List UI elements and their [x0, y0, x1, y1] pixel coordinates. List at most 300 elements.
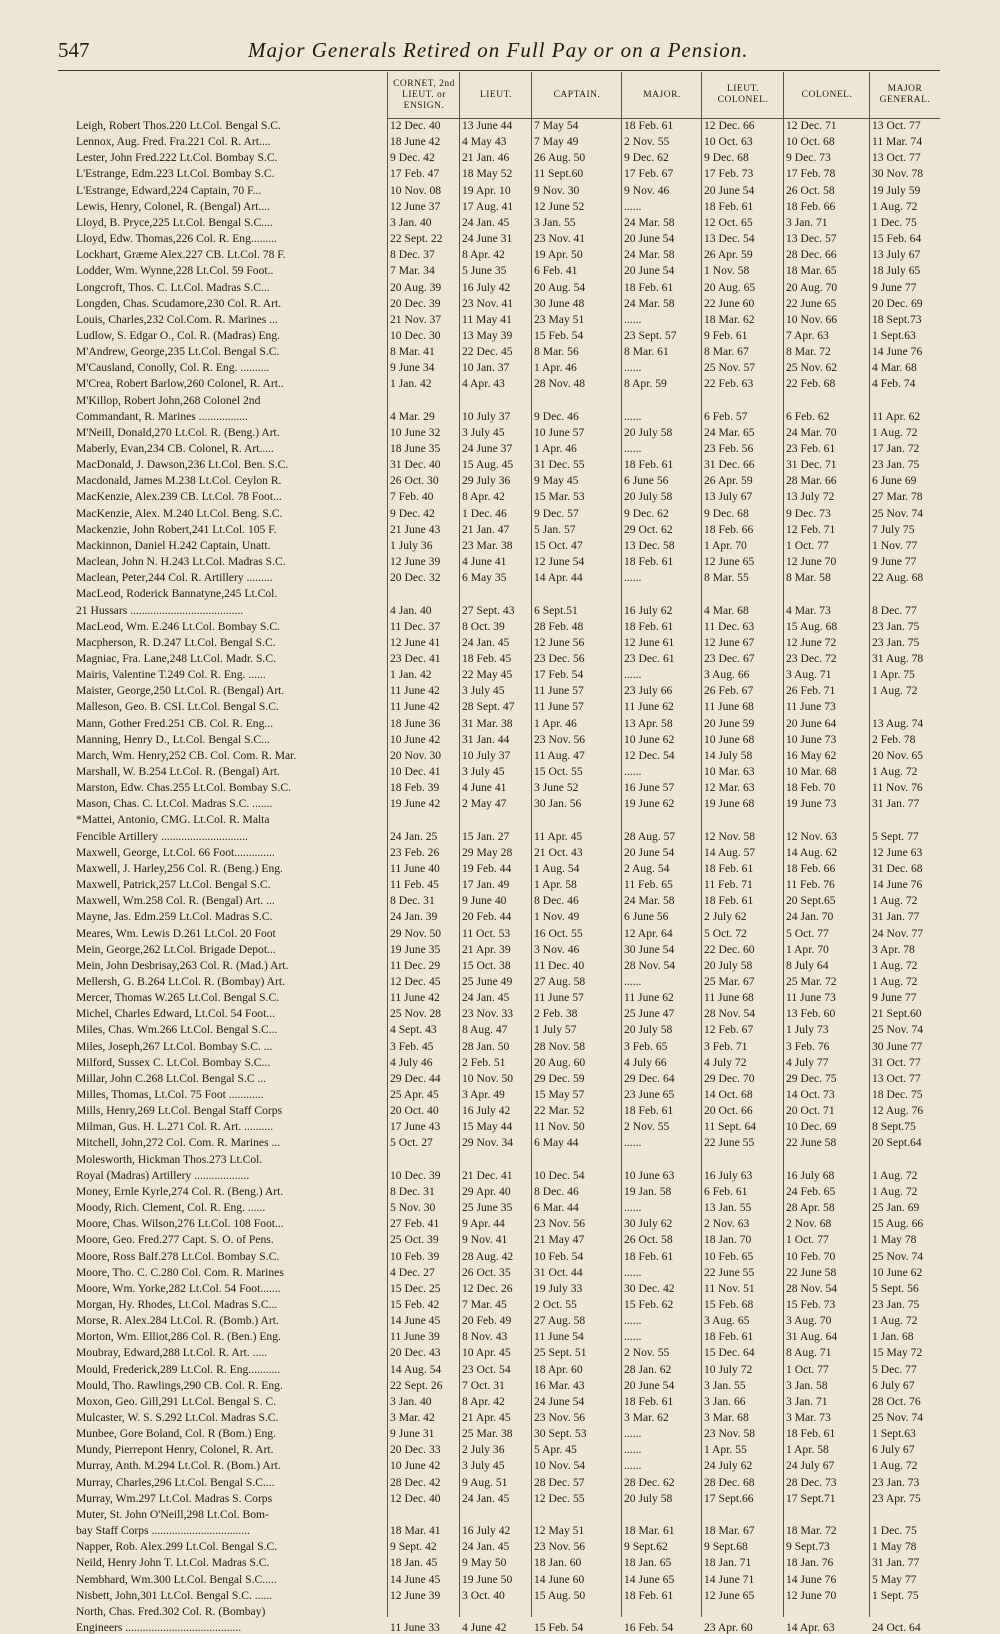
date-major-general: 27 Mar. 78	[872, 491, 923, 504]
date-lieut-colonel: 2 July 62	[704, 911, 747, 924]
table-row	[0, 1606, 1000, 1619]
date-lieut: 16 July 42	[462, 1525, 511, 1538]
date-major-general: 31 Jan. 77	[872, 911, 920, 924]
date-major: 18 Feb. 61	[624, 1589, 674, 1602]
table-row	[0, 362, 1000, 375]
date-major-general: 9 June 77	[872, 281, 917, 294]
date-captain: 9 Dec. 57	[534, 507, 579, 520]
date-ensign: 9 June 34	[390, 362, 435, 375]
table-row	[0, 1073, 1000, 1086]
date-lieut: 4 June 42	[462, 1621, 507, 1634]
date-major: ......	[624, 362, 642, 375]
date-captain: 12 May 51	[534, 1525, 585, 1538]
date-captain: 23 Nov. 56	[534, 1218, 586, 1231]
date-colonel: 18 Feb. 70	[786, 782, 836, 795]
date-major: ......	[624, 766, 642, 778]
date-major-general: 8 Sept.75	[872, 1121, 916, 1134]
table-row	[0, 282, 1000, 295]
date-major: 9 Dec. 62	[624, 152, 669, 165]
officer-name: Marston, Edw. Chas.255 Lt.Col. Bombay S.C.	[76, 782, 292, 795]
date-colonel: 18 Feb. 66	[786, 862, 836, 875]
date-lieut: 17 Jan. 49	[462, 879, 510, 892]
date-colonel: 12 June 70	[786, 556, 837, 569]
date-colonel: 3 Jan. 58	[786, 1379, 828, 1392]
officer-name: M'Causland, Conolly, Col. R. Eng. ..........	[76, 362, 270, 375]
date-lieut: 13 May 39	[462, 329, 513, 342]
date-major: ......	[624, 410, 642, 423]
date-colonel: 8 Mar. 72	[786, 346, 831, 359]
officer-name: M'Killop, Robert John,268 Colonel 2nd	[76, 394, 261, 407]
date-lieut-colonel: 12 Dec. 66	[704, 120, 755, 132]
date-lieut-colonel: 26 Apr. 59	[704, 249, 753, 262]
date-colonel: 1 Oct. 77	[786, 1234, 829, 1247]
date-major: 18 Feb. 61	[624, 459, 674, 472]
date-major-general: 6 July 67	[872, 1444, 915, 1457]
date-major: 15 Feb. 62	[624, 1298, 674, 1311]
date-captain: 12 June 52	[534, 200, 585, 213]
date-lieut: 15 Aug. 45	[462, 459, 514, 472]
officer-name: Michel, Charles Edward, Lt.Col. 54 Foot...	[76, 1008, 276, 1021]
date-captain: 19 July 33	[534, 1282, 583, 1295]
table-row	[0, 1509, 1000, 1522]
date-major: 14 June 65	[624, 1573, 675, 1586]
date-lieut: 9 Aug. 51	[462, 1476, 508, 1489]
officer-name: Moxon, Geo. Gill,291 Lt.Col. Bengal S. C.	[76, 1395, 276, 1408]
header-rule	[58, 70, 940, 71]
date-captain: 23 Nov. 56	[534, 1412, 586, 1424]
table-row	[0, 491, 1000, 504]
table-row	[0, 572, 1000, 585]
date-major: 28 Aug. 57	[624, 830, 676, 843]
table-row	[0, 1024, 1000, 1037]
date-major: 10 June 63	[624, 1169, 675, 1182]
date-major-general: 25 Nov. 74	[872, 507, 924, 520]
date-colonel: 12 June 70	[786, 1589, 837, 1602]
table-row	[0, 136, 1000, 149]
date-major: 20 June 54	[624, 846, 675, 859]
date-colonel: 1 Apr. 70	[786, 943, 829, 956]
table-row	[0, 152, 1000, 165]
date-lieut-colonel: 4 Mar. 68	[704, 604, 749, 617]
date-lieut: 25 Mar. 38	[462, 1428, 513, 1441]
date-lieut: 8 Nov. 43	[462, 1331, 508, 1344]
table-row	[0, 1557, 1000, 1570]
date-lieut: 19 Apr. 10	[462, 184, 511, 197]
date-lieut: 16 July 42	[462, 281, 511, 294]
officer-name: Morgan, Hy. Rhodes, Lt.Col. Madras S.C...	[76, 1298, 278, 1311]
date-major: 19 Jan. 58	[624, 1185, 672, 1198]
date-major-general: 1 Sept. 75	[872, 1589, 919, 1602]
date-ensign: 22 Sept. 26	[390, 1379, 443, 1392]
officer-name: Molesworth, Hickman Thos.273 Lt.Col.	[76, 1153, 263, 1166]
date-colonel: 25 Nov. 62	[786, 362, 838, 375]
date-lieut: 28 Aug. 42	[462, 1250, 514, 1263]
date-lieut: 26 Oct. 35	[462, 1266, 511, 1279]
date-lieut: 24 Jan. 45	[462, 636, 510, 649]
date-major-general: 25 Jan. 69	[872, 1202, 920, 1215]
date-captain: 11 June 54	[534, 1331, 584, 1344]
date-lieut-colonel: 9 Dec. 68	[704, 507, 749, 520]
date-captain: 21 May 47	[534, 1234, 585, 1247]
date-lieut: 20 Feb. 49	[462, 1315, 512, 1328]
date-ensign: 10 Nov. 08	[390, 184, 442, 197]
date-major-general: 13 July 67	[872, 249, 921, 262]
date-major-general: 31 Dec. 68	[872, 862, 923, 875]
column-header-captain: CAPTAIN.	[553, 89, 601, 100]
date-colonel: 20 Oct. 71	[786, 1105, 835, 1118]
date-lieut-colonel: 14 Aug. 57	[704, 846, 756, 859]
date-lieut-colonel: 14 July 58	[704, 749, 753, 762]
officer-name: Milles, Thomas, Lt.Col. 75 Foot ............	[76, 1089, 264, 1101]
date-colonel: 14 June 76	[786, 1573, 837, 1586]
date-captain: 23 Nov. 56	[534, 1541, 586, 1554]
officer-name: Lockhart, Græme Alex.227 CB. Lt.Col. 78 F.	[76, 249, 286, 262]
table-row	[0, 1331, 1000, 1344]
date-major-general: 1 Aug. 72	[872, 766, 918, 778]
date-colonel: 31 Aug. 64	[786, 1331, 838, 1344]
date-colonel: 11 Feb. 76	[786, 879, 835, 892]
date-captain: 3 Jan. 55	[534, 216, 576, 229]
officer-name: Neild, Henry John T. Lt.Col. Madras S.C.	[76, 1557, 270, 1570]
date-ensign: 20 Dec. 39	[390, 297, 441, 310]
date-captain: 1 Apr. 46	[534, 362, 577, 375]
date-major: 10 June 62	[624, 733, 675, 746]
date-major-general: 1 Aug. 72	[872, 200, 918, 213]
date-lieut-colonel: 28 Nov. 54	[704, 1008, 756, 1021]
table-row	[0, 233, 1000, 246]
date-lieut: 10 Apr. 45	[462, 1347, 511, 1360]
date-ensign: 26 Oct. 30	[390, 475, 439, 488]
date-lieut-colonel: 20 June 54	[704, 184, 755, 197]
date-major-general: 15 Aug. 66	[872, 1218, 924, 1231]
date-ensign: 20 Nov. 30	[390, 749, 442, 762]
date-lieut-colonel: 3 Jan. 66	[704, 1395, 746, 1408]
date-major: 30 Dec. 42	[624, 1282, 675, 1295]
table-row	[0, 992, 1000, 1005]
date-major-general: 13 Aug. 74	[872, 717, 924, 730]
date-major-general: 9 June 77	[872, 992, 917, 1005]
table-row	[0, 411, 1000, 424]
officer-name: Mundy, Pierrepont Henry, Colonel, R. Art.	[76, 1444, 274, 1457]
officer-name: March, Wm. Henry,252 CB. Col. Com. R. Mar.	[76, 749, 297, 762]
table-row	[0, 120, 1000, 133]
table-row	[0, 201, 1000, 214]
date-lieut: 2 July 36	[462, 1444, 505, 1457]
date-major-general: 18 July 65	[872, 265, 921, 278]
date-ensign: 10 June 32	[390, 426, 441, 439]
date-major-general: 1 Aug. 72	[872, 685, 918, 698]
date-captain: 1 Aug. 54	[534, 862, 580, 875]
date-ensign: 21 June 43	[390, 523, 441, 536]
date-lieut-colonel: 10 July 72	[704, 1363, 753, 1376]
date-lieut: 28 Sept. 47	[462, 701, 515, 714]
date-ensign: 31 Dec. 40	[390, 459, 441, 472]
date-lieut: 29 Apr. 40	[462, 1185, 511, 1198]
officer-name: Mann, Gother Fred.251 CB. Col. R. Eng...	[76, 717, 274, 730]
date-major-general: 1 Aug. 72	[872, 959, 918, 972]
date-lieut-colonel: 11 Nov. 51	[704, 1282, 755, 1295]
date-major: 9 Nov. 46	[624, 184, 670, 197]
date-ensign: 7 Mar. 34	[390, 265, 435, 278]
date-captain: 27 Aug. 58	[534, 975, 586, 988]
date-colonel: 23 Dec. 72	[786, 652, 837, 665]
table-row	[0, 185, 1000, 198]
date-lieut-colonel: 13 Jan. 55	[704, 1202, 752, 1215]
date-major: 12 June 61	[624, 636, 675, 649]
table-row	[0, 1428, 1000, 1441]
date-captain: 5 Jan. 57	[534, 523, 576, 536]
date-lieut: 18 Feb. 45	[462, 652, 512, 665]
date-ensign: 24 Jan. 39	[390, 911, 438, 924]
date-lieut: 10 Nov. 50	[462, 1072, 514, 1085]
date-ensign: 20 Aug. 39	[390, 281, 442, 294]
date-major: 24 Mar. 58	[624, 249, 675, 262]
date-captain: 6 May 44	[534, 1137, 579, 1150]
date-captain: 11 Nov. 50	[534, 1121, 585, 1134]
date-major-general: 23 Jan. 73	[872, 1476, 920, 1489]
date-ensign: 3 Jan. 40	[390, 1395, 432, 1408]
date-colonel: 24 Mar. 70	[786, 426, 837, 439]
date-lieut: 10 July 37	[462, 749, 511, 762]
officer-name: Mairis, Valentine T.249 Col. R. Eng. ......	[76, 669, 266, 682]
date-major: 20 July 58	[624, 491, 673, 504]
date-major-general: 22 Aug. 68	[872, 572, 924, 585]
date-lieut: 23 Oct. 54	[462, 1363, 511, 1376]
date-ensign: 28 Dec. 42	[390, 1476, 441, 1489]
date-colonel: 28 Dec. 66	[786, 249, 837, 262]
date-colonel: 1 Apr. 58	[786, 1444, 829, 1457]
date-colonel: 24 Feb. 65	[786, 1185, 836, 1198]
date-major-general: 1 Jan. 68	[872, 1331, 914, 1344]
date-lieut-colonel: 20 June 59	[704, 717, 755, 730]
date-ensign: 18 Mar. 41	[390, 1525, 441, 1538]
officer-name: Macdonald, James M.238 Lt.Col. Ceylon R.	[76, 475, 282, 488]
date-captain: 12 June 54	[534, 556, 585, 569]
table-row	[0, 831, 1000, 844]
date-lieut: 9 June 40	[462, 895, 507, 908]
date-colonel: 22 June 65	[786, 297, 837, 310]
date-major-general: 13 Oct. 77	[872, 1072, 921, 1085]
date-colonel: 18 Mar. 72	[786, 1525, 837, 1538]
date-captain: 30 Jan. 56	[534, 798, 582, 811]
date-lieut: 22 May 45	[462, 669, 513, 682]
officer-name: Morse, R. Alex.284 Lt.Col. R. (Bomb.) Art.	[76, 1315, 279, 1328]
date-major-general: 23 Apr. 75	[872, 1492, 921, 1505]
date-lieut-colonel: 15 Feb. 68	[704, 1298, 754, 1311]
date-lieut-colonel: 24 July 62	[704, 1460, 753, 1473]
date-captain: 15 Oct. 55	[534, 766, 583, 778]
date-major-general: 25 Nov. 74	[872, 1024, 924, 1037]
table-row	[0, 265, 1000, 278]
officer-name: MacLeod, Wm. E.246 Lt.Col. Bombay S.C.	[76, 620, 280, 633]
table-row	[0, 669, 1000, 682]
date-lieut-colonel: 23 Feb. 56	[704, 443, 754, 455]
date-major: 8 Mar. 61	[624, 346, 669, 359]
date-colonel: 26 Feb. 71	[786, 685, 836, 698]
date-major-general: 2 Feb. 78	[872, 733, 916, 746]
table-row	[0, 863, 1000, 876]
officer-name: Napper, Rob. Alex.299 Lt.Col. Bengal S.C.	[76, 1541, 278, 1554]
date-ensign: 11 June 42	[390, 685, 440, 698]
date-ensign: 11 June 42	[390, 992, 440, 1005]
date-captain: 11 June 57	[534, 992, 584, 1005]
date-major: 30 July 62	[624, 1218, 673, 1231]
date-major: ......	[624, 1460, 642, 1473]
table-row	[0, 540, 1000, 553]
date-colonel: 9 Dec. 73	[786, 152, 831, 165]
date-ensign: 19 June 42	[390, 798, 441, 811]
column-header-lieut-colonel: LIEUT. COLONEL.	[717, 84, 769, 105]
date-lieut-colonel: 1 Apr. 55	[704, 1444, 747, 1457]
date-colonel: 13 July 72	[786, 491, 835, 504]
date-colonel: 1 July 73	[786, 1024, 829, 1037]
date-lieut-colonel: 18 Feb. 66	[704, 523, 754, 536]
date-major-general: 14 June 76	[872, 879, 923, 892]
table-row	[0, 1590, 1000, 1603]
table-row	[0, 1137, 1000, 1150]
date-ensign: 8 Mar. 41	[390, 346, 435, 359]
date-lieut: 31 Jan. 44	[462, 733, 510, 746]
column-header-major: MAJOR.	[643, 89, 681, 100]
date-captain: 3 June 52	[534, 782, 579, 795]
date-major: 18 Feb. 61	[624, 281, 674, 294]
table-row	[0, 1089, 1000, 1102]
date-lieut: 3 Oct. 40	[462, 1589, 505, 1602]
date-major-general: 30 Nov. 78	[872, 168, 924, 181]
date-lieut-colonel: 11 June 68	[704, 992, 754, 1005]
date-lieut: 8 Aug. 47	[462, 1024, 508, 1037]
date-major-general: 8 Dec. 77	[872, 604, 917, 617]
table-row	[0, 814, 1000, 827]
date-major: 28 Jan. 62	[624, 1363, 672, 1376]
date-captain: 17 Feb. 54	[534, 669, 584, 682]
officer-name: M'Crea, Robert Barlow,260 Colonel, R. Art..	[76, 378, 284, 391]
officer-name: Mackinnon, Daniel H.242 Captain, Unatt.	[76, 539, 271, 552]
table-row	[0, 1493, 1000, 1506]
date-colonel: 18 Feb. 61	[786, 1428, 836, 1441]
date-major: 24 Mar. 58	[624, 216, 675, 229]
table-row	[0, 1477, 1000, 1490]
date-lieut-colonel: 10 Feb. 65	[704, 1250, 754, 1263]
date-captain: 23 Dec. 56	[534, 652, 585, 665]
date-major-general: 23 Jan. 75	[872, 636, 920, 649]
date-major: 9 Dec. 62	[624, 507, 669, 520]
date-major: 6 June 56	[624, 475, 669, 488]
date-major: ......	[624, 1202, 642, 1215]
column-header-lieut: LIEUT.	[479, 89, 513, 100]
date-captain: 15 Feb. 54	[534, 329, 584, 342]
date-captain: 8 Dec. 46	[534, 1185, 579, 1198]
officer-name: Lloyd, Edw. Thomas,226 Col. R. Eng.........	[76, 233, 277, 246]
date-captain: 11 Dec. 40	[534, 959, 585, 972]
date-ensign: 12 Dec. 45	[390, 975, 441, 988]
date-colonel: 28 Apr. 58	[786, 1202, 835, 1215]
date-major: 30 June 54	[624, 943, 675, 956]
date-colonel: 20 Aug. 70	[786, 281, 838, 294]
date-lieut-colonel: 8 Mar. 67	[704, 346, 749, 359]
date-lieut: 29 Nov. 34	[462, 1137, 514, 1150]
date-ensign: 25 Nov. 28	[390, 1008, 442, 1021]
date-ensign: 11 June 39	[390, 1331, 440, 1344]
date-lieut: 17 Aug. 41	[462, 200, 514, 213]
date-captain: 20 Aug. 60	[534, 1056, 586, 1069]
date-major: 20 June 54	[624, 265, 675, 278]
date-colonel: 31 Dec. 71	[786, 459, 837, 472]
date-lieut-colonel: 28 Dec. 68	[704, 1476, 755, 1489]
date-major-general: 15 May 72	[872, 1347, 923, 1360]
officer-name: Mayne, Jas. Edm.259 Lt.Col. Madras S.C.	[76, 911, 273, 924]
date-lieut: 24 June 31	[462, 233, 513, 246]
date-colonel: 29 Dec. 75	[786, 1072, 837, 1085]
date-lieut: 9 May 50	[462, 1557, 507, 1570]
date-lieut: 20 Feb. 44	[462, 911, 512, 924]
date-lieut-colonel: 3 Jan. 55	[704, 1379, 746, 1392]
date-captain: 1 Apr. 46	[534, 717, 577, 730]
date-major-general: 17 Jan. 72	[872, 443, 920, 455]
date-lieut: 29 July 36	[462, 475, 511, 488]
table-row	[0, 1008, 1000, 1021]
date-major-general: 12 Aug. 76	[872, 1105, 924, 1118]
date-major-general: 13 Oct. 77	[872, 152, 921, 165]
date-major-general: 15 Feb. 64	[872, 233, 922, 246]
date-colonel: 12 Dec. 71	[786, 120, 837, 132]
date-lieut-colonel: 11 June 68	[704, 701, 754, 714]
date-captain: 15 Aug. 50	[534, 1589, 586, 1602]
date-ensign: 12 Dec. 40	[390, 120, 441, 132]
table-row	[0, 944, 1000, 957]
date-major: 24 Mar. 58	[624, 297, 675, 310]
date-lieut: 4 May 43	[462, 136, 507, 149]
date-major: 18 Feb. 61	[624, 556, 674, 569]
date-ensign: 23 Feb. 26	[390, 846, 440, 859]
date-captain: 28 Dec. 57	[534, 1476, 585, 1489]
date-ensign: 18 June 36	[390, 717, 441, 730]
date-colonel: 1 Oct. 77	[786, 1363, 829, 1376]
date-major: ......	[624, 1315, 642, 1328]
date-colonel: 3 Mar. 73	[786, 1412, 831, 1424]
date-colonel: 16 May 62	[786, 749, 837, 762]
date-major-general: 6 July 67	[872, 1379, 915, 1392]
date-lieut-colonel: 16 July 63	[704, 1169, 753, 1182]
table-row	[0, 1041, 1000, 1054]
officer-name: Maclean, John N. H.243 Lt.Col. Madras S.C.	[76, 556, 286, 569]
table-row	[0, 556, 1000, 569]
date-lieut: 24 Jan. 45	[462, 216, 510, 229]
date-lieut-colonel: 6 Feb. 57	[704, 410, 748, 423]
date-captain: 15 Oct. 47	[534, 539, 583, 552]
date-colonel: 15 Aug. 68	[786, 620, 838, 633]
date-captain: 9 Nov. 30	[534, 184, 580, 197]
date-ensign: 25 Apr. 45	[390, 1089, 439, 1101]
date-major: 17 Feb. 67	[624, 168, 674, 181]
date-ensign: 22 Sept. 22	[390, 233, 443, 246]
date-lieut: 24 June 37	[462, 443, 513, 455]
table-row	[0, 1202, 1000, 1215]
date-lieut-colonel: 12 Nov. 58	[704, 830, 756, 843]
date-captain: 11 Aug. 47	[534, 749, 585, 762]
date-lieut: 25 June 49	[462, 975, 513, 988]
date-colonel: 3 Jan. 71	[786, 1395, 828, 1408]
date-major: 23 June 65	[624, 1089, 675, 1101]
date-ensign: 10 Dec. 41	[390, 766, 441, 778]
date-major: ......	[624, 572, 642, 585]
officer-name: MacLeod, Roderick Bannatyne,245 Lt.Col.	[76, 588, 278, 601]
table-row	[0, 1267, 1000, 1280]
date-ensign: 12 June 37	[390, 200, 441, 213]
table-row	[0, 1170, 1000, 1183]
date-lieut: 9 Apr. 44	[462, 1218, 505, 1231]
date-lieut-colonel: 24 Mar. 65	[704, 426, 755, 439]
